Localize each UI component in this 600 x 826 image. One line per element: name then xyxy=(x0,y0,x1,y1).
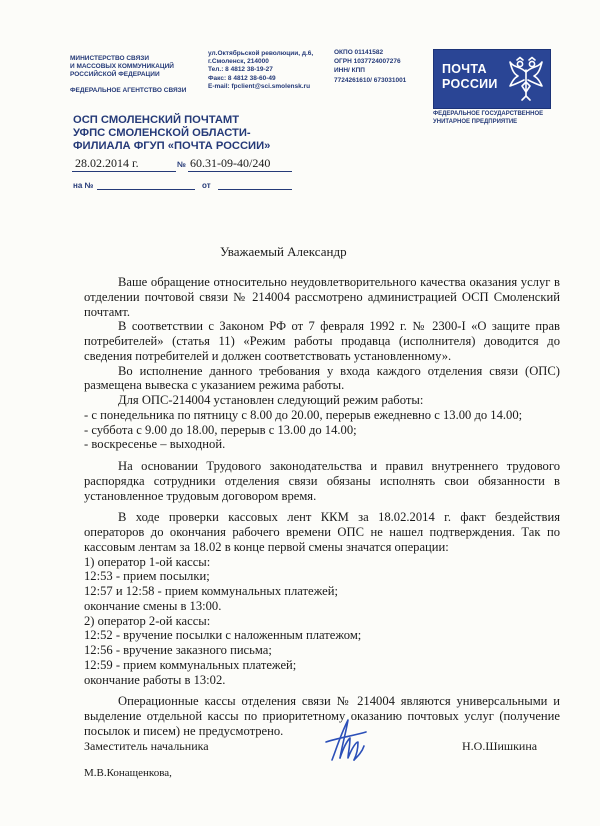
address-email: E-mail: fpclient@sci.smolensk.ru xyxy=(208,82,311,90)
schedule-sunday: - воскресенье – выходной. xyxy=(84,437,226,452)
operation-line: 12:59 - прием коммунальных платежей; xyxy=(84,657,297,672)
paragraph-schedule-intro: Для ОПС-214004 установлен следующий режим работы: xyxy=(118,393,424,407)
operation-line: окончание работы в 13:02. xyxy=(84,672,226,687)
logo-line-2: РОССИИ xyxy=(442,77,498,91)
signatory-name: Н.О.Шишкина xyxy=(462,739,538,753)
double-headed-eagle-icon xyxy=(506,56,546,102)
address-phone: Тел.: 8 4812 38-19-27 xyxy=(208,66,273,74)
reference-date-label: от xyxy=(202,181,211,190)
schedule-saturday: - суббота с 9.00 до 18.00, перерыв с 13.00 до 14.00; xyxy=(84,422,357,437)
operation-line: 12:56 - вручение заказного письма; xyxy=(84,643,272,657)
paragraph-sign: Во исполнение данного требования у входа каждого отделения связи (ОПС) размещена вывеска с указанием режима работы. xyxy=(84,363,560,393)
operation-line: 12:57 и 12:58 - прием коммунальных платежей; xyxy=(84,584,339,598)
logo-line-1: ПОЧТА xyxy=(442,62,487,76)
sender-line-1: ОСП СМОЛЕНСКИЙ ПОЧТАМТ xyxy=(73,114,240,126)
pochta-rossii-logo xyxy=(433,49,551,109)
logo-text xyxy=(442,62,498,92)
paragraph-law: В соответствии с Законом РФ от 7 февраля 1992 г. № 2300-I «О защите прав потребителей» (статья 11) «Режим работы продавца (исполнителя) доводится до сведения потребителей и должен соответствовать установленному». xyxy=(84,319,560,363)
sender-line-2: УФПС СМОЛЕНСКОЙ ОБЛАСТИ- xyxy=(73,127,251,140)
operation-line: 12:52 - вручение посылки с наложенным платежом; xyxy=(84,628,362,643)
operation-line: 1) оператор 1-ой кассы: xyxy=(84,554,211,569)
enterprise-type xyxy=(433,111,543,126)
registration-codes xyxy=(334,48,406,85)
date-underline xyxy=(72,171,176,172)
reference-date-underline xyxy=(218,189,292,190)
handwritten-signature xyxy=(318,712,378,772)
enterprise-line-1: ФЕДЕРАЛЬНОЕ ГОСУДАРСТВЕННОЕ xyxy=(433,111,544,117)
code-ogrn: ОГРН 1037724007276 xyxy=(334,58,401,66)
postal-address xyxy=(208,50,313,91)
sender-organization xyxy=(73,114,270,154)
address-fax: Факс: 8 4812 38-60-49 xyxy=(208,74,276,82)
code-inn-label: ИНН/ КПП xyxy=(334,67,365,75)
number-sign: № xyxy=(177,160,186,169)
outgoing-date: 28.02.2014 г. xyxy=(75,156,139,170)
executor-name: М.В.Конащенкова, xyxy=(84,767,172,779)
paragraph-check: В ходе проверки кассовых лент ККМ за 18.02.2014 г. факт бездействия операторов до окончания рабочего времени ОПС не нашел подтверждения. Так по кассовым лентам за 18.02 в конце первой смены значатся операции: xyxy=(84,510,560,554)
signatory-role: Заместитель начальника xyxy=(84,739,209,753)
operation-line: 12:53 - прием посылки; xyxy=(84,569,210,584)
code-inn-value: 7724261610/ 673031001 xyxy=(334,76,407,84)
address-line-1: ул.Октябрьской революции, д.6, xyxy=(208,50,314,57)
reference-number-label: на № xyxy=(73,181,94,190)
ministry-name xyxy=(70,55,174,79)
paragraph-final: Операционные кассы отделения связи № 214004 являются универсальными и выделение отдельной кассы по приоритетному оказанию почтовых услуг (получение посылок и писем) не предусмотрено. xyxy=(84,694,560,738)
operation-line: окончание смены в 13:00. xyxy=(84,598,222,613)
address-line-2: г.Смоленск, 214000 xyxy=(208,58,269,66)
code-okpo: ОКПО 01141582 xyxy=(334,49,384,56)
enterprise-line-2: УНИТАРНОЕ ПРЕДПРИЯТИЕ xyxy=(433,118,518,125)
ministry-line-3: РОССИЙСКОЙ ФЕДЕРАЦИИ xyxy=(70,71,160,78)
paragraph-labor: На основании Трудового законодательства и правил внутреннего трудового распорядка сотрудники отделения связи обязаны исполнять свои обязанности в установленное трудовым договором время. xyxy=(84,459,560,503)
schedule-weekdays: - с понедельника по пятницу с 8.00 до 20.00, перерыв ежедневно с 13.00 до 14.00; xyxy=(84,407,523,422)
agency-name: ФЕДЕРАЛЬНОЕ АГЕНТСТВО СВЯЗИ xyxy=(70,87,187,94)
ministry-line-2: И МАССОВЫХ КОММУНИКАЦИЙ xyxy=(70,63,174,70)
outgoing-number: 60.31-09-40/240 xyxy=(190,156,271,170)
sender-line-3: ФИЛИАЛА ФГУП «ПОЧТА РОССИИ» xyxy=(73,140,271,153)
paragraph-complaint: Ваше обращение относительно неудовлетворительного качества оказания услуг в отделении почтовой связи № 214004 рассмотрено администрацией ОСП Смоленский почтамт. xyxy=(84,275,560,319)
reference-number-underline xyxy=(97,189,195,190)
operation-line: 2) оператор 2-ой кассы: xyxy=(84,613,211,628)
letter-body xyxy=(84,275,560,739)
salutation: Уважаемый Александр xyxy=(220,244,347,259)
number-underline xyxy=(188,171,292,172)
ministry-line-1: МИНИСТЕРСТВО СВЯЗИ xyxy=(70,55,150,62)
